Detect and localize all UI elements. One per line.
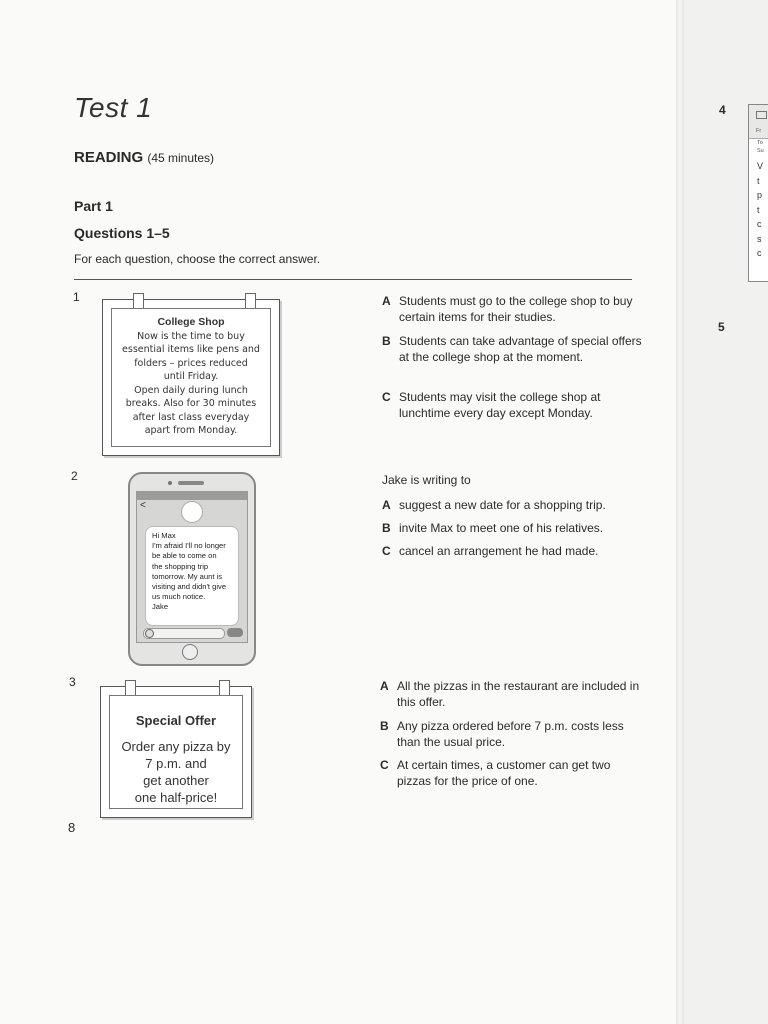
section-heading bbox=[74, 149, 214, 166]
divider-line bbox=[74, 279, 632, 280]
email-header-fields bbox=[757, 139, 764, 155]
email-body-line: s bbox=[757, 233, 762, 244]
message-line: the shopping trip bbox=[152, 561, 209, 571]
question-number: 2 bbox=[71, 469, 78, 483]
message-line: us much notice. bbox=[152, 592, 206, 602]
notice-clip bbox=[245, 293, 256, 309]
message-bubble bbox=[145, 526, 239, 626]
notice-clip bbox=[133, 293, 144, 309]
question-number: 5 bbox=[718, 320, 725, 334]
option-letter: A bbox=[382, 498, 391, 512]
home-button-icon bbox=[182, 644, 198, 660]
notice-clip bbox=[219, 680, 230, 696]
notice-clip bbox=[125, 680, 136, 696]
option-text: All the pizzas in the restaurant are included in this offer. bbox=[397, 679, 640, 709]
answer-option[interactable] bbox=[382, 333, 642, 381]
answer-option[interactable] bbox=[380, 757, 640, 791]
notice-line: folders – prices reduced bbox=[134, 357, 248, 369]
option-letter: A bbox=[380, 679, 389, 693]
email-preview bbox=[748, 104, 768, 282]
camera-icon bbox=[145, 629, 154, 638]
option-letter: B bbox=[382, 521, 391, 535]
option-text: Students can take advantage of special offers at the college shop at the moment. bbox=[399, 334, 642, 364]
question-number: 4 bbox=[719, 103, 726, 117]
email-header-field: Su bbox=[757, 148, 764, 154]
email-body-line: p bbox=[757, 190, 763, 200]
message-line: Jake bbox=[152, 602, 169, 612]
option-text: suggest a new date for a shopping trip. bbox=[399, 498, 606, 512]
answer-option[interactable] bbox=[382, 520, 642, 536]
instruction-text: For each question, choose the correct answer. bbox=[74, 252, 321, 266]
message-input-bar bbox=[143, 628, 225, 639]
contact-avatar bbox=[181, 501, 203, 523]
stem-text: Jake is writing to bbox=[382, 473, 471, 487]
section-name: READING bbox=[74, 149, 144, 166]
email-body-line: c bbox=[757, 219, 762, 229]
message-line: visiting and didn't give bbox=[152, 582, 227, 592]
option-text: Students may visit the college shop at lunchtime every day except Monday. bbox=[399, 390, 601, 420]
option-text: invite Max to meet one of his relatives. bbox=[399, 521, 604, 535]
test-title: Test 1 bbox=[74, 92, 153, 123]
section-duration: (45 minutes) bbox=[147, 151, 215, 165]
email-body-line: t bbox=[757, 175, 760, 186]
notice-line: apart from Monday. bbox=[144, 425, 238, 436]
envelope-icon bbox=[756, 111, 767, 119]
question-number: 1 bbox=[73, 290, 80, 304]
notice-line: Open daily during lunch bbox=[134, 384, 248, 396]
notice-line: after last class everyday bbox=[132, 411, 250, 423]
option-letter: B bbox=[382, 334, 391, 348]
notice-title: College Shop bbox=[157, 316, 225, 328]
option-text: At certain times, a customer can get two pizzas for the price of one. bbox=[397, 758, 611, 788]
notice-line: one half-price! bbox=[134, 790, 218, 805]
notice-line: 7 p.m. and bbox=[145, 756, 207, 771]
email-header bbox=[749, 105, 768, 139]
email-header-field: To bbox=[757, 140, 763, 146]
status-bar bbox=[137, 492, 247, 500]
option-letter: C bbox=[382, 544, 391, 558]
special-offer-notice bbox=[100, 686, 252, 818]
email-header-field: Fr bbox=[756, 128, 762, 134]
speaker-grille bbox=[178, 481, 204, 485]
notice-line: Order any pizza by bbox=[121, 739, 231, 754]
phone-screen bbox=[136, 491, 248, 643]
email-body-line: c bbox=[757, 248, 762, 258]
option-text: Students must go to the college shop to buy certain items for their studies. bbox=[399, 294, 633, 324]
answer-option[interactable] bbox=[380, 718, 640, 752]
college-shop-notice bbox=[102, 299, 280, 456]
option-letter: B bbox=[380, 719, 389, 733]
back-arrow-icon: < bbox=[140, 500, 146, 511]
message-line: Hi Max bbox=[152, 531, 176, 540]
send-icon bbox=[227, 628, 243, 637]
answer-option[interactable] bbox=[382, 497, 642, 513]
email-body bbox=[757, 159, 763, 261]
answer-option[interactable] bbox=[380, 678, 640, 712]
notice-line: Now is the time to buy bbox=[137, 330, 245, 342]
answer-option[interactable] bbox=[382, 543, 642, 559]
book-spine bbox=[676, 0, 684, 1024]
page-number: 8 bbox=[68, 820, 76, 835]
message-line: be able to come on bbox=[152, 551, 217, 561]
question-stem bbox=[382, 472, 642, 488]
notice-line: essential items like pens and bbox=[122, 344, 260, 355]
option-letter: A bbox=[382, 294, 391, 308]
camera-dot bbox=[168, 481, 172, 485]
option-letter: C bbox=[380, 758, 389, 772]
message-line: I'm afraid I'll no longer bbox=[152, 541, 226, 551]
message-line: tomorrow. My aunt is bbox=[152, 571, 223, 581]
questions-heading: Questions 1–5 bbox=[74, 225, 170, 241]
phone-message bbox=[128, 472, 256, 666]
part-heading: Part 1 bbox=[74, 198, 113, 214]
email-body-line: V bbox=[757, 161, 764, 171]
question-number: 3 bbox=[69, 675, 76, 689]
answer-option[interactable] bbox=[382, 389, 642, 423]
notice-line: get another bbox=[143, 773, 209, 788]
option-text: cancel an arrangement he had made. bbox=[399, 544, 599, 558]
email-body-line: t bbox=[757, 204, 760, 215]
notice-line: breaks. Also for 30 minutes bbox=[125, 398, 257, 409]
notice-title: Special Offer bbox=[135, 713, 217, 728]
option-letter: C bbox=[382, 390, 391, 404]
option-text: Any pizza ordered before 7 p.m. costs less than the usual price. bbox=[397, 719, 624, 749]
notice-line: until Friday. bbox=[163, 371, 219, 382]
answer-option[interactable] bbox=[382, 293, 642, 327]
